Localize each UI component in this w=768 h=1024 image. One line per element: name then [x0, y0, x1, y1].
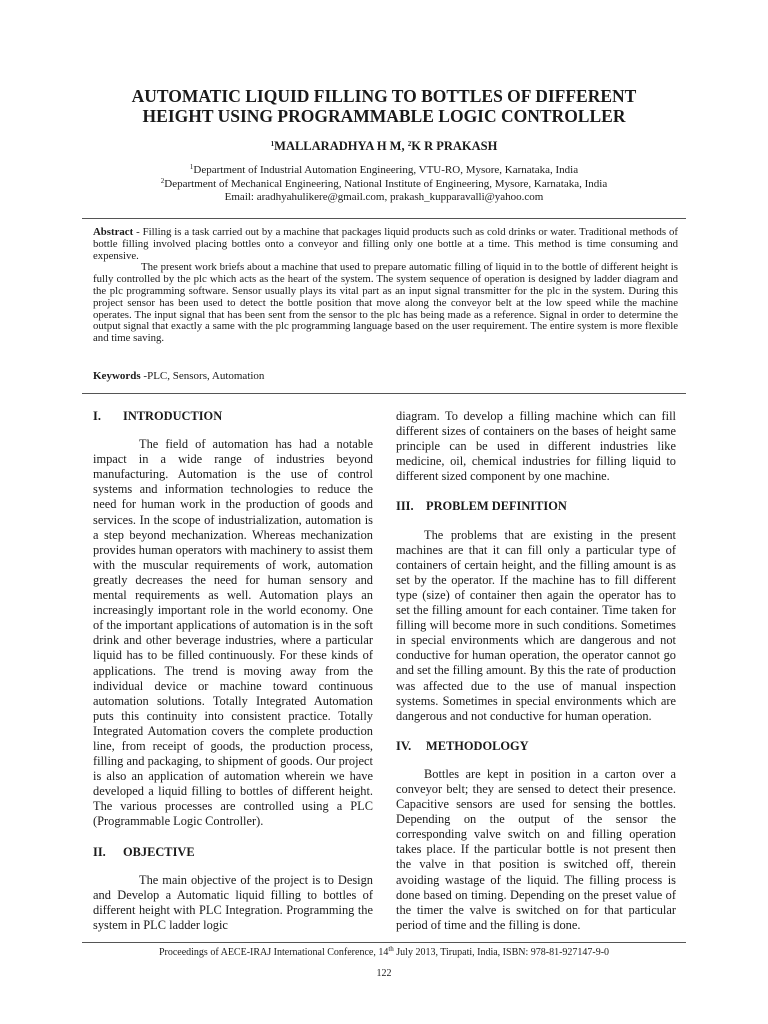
section-title: METHODOLOGY	[426, 738, 529, 753]
affiliation-2	[70, 178, 698, 192]
author-list	[70, 139, 698, 154]
abstract-label: Abstract	[93, 226, 134, 238]
footer-superscript: th	[388, 945, 394, 953]
section-number: III.	[396, 499, 414, 514]
abstract	[93, 227, 678, 345]
author-2: K R PRAKASH	[411, 139, 498, 153]
footer-text-start: Proceedings of AECE-IRAJ International Conference, 14	[158, 947, 389, 958]
title-line-2: HEIGHT USING PROGRAMMABLE LOGIC CONTROLLER	[142, 106, 626, 126]
section-heading-objective	[93, 845, 373, 860]
affiliation-2-text: Department of Mechanical Engineering, National Institute of Engineering, Mysore, Karnataka, India	[164, 177, 608, 190]
affiliation-2-superscript: 2	[160, 176, 165, 185]
footer-divider	[82, 942, 686, 943]
affiliation-1	[70, 164, 698, 178]
objective-body: The main objective of the project is to Design and Develop a Automatic liquid filling to bottles of different height with PLC Integration. Programming the system in PLC ladder logic	[93, 872, 373, 932]
footer-text-end: July 2013, Tirupati, India, ISBN: 978-81-927147-9-0	[393, 947, 610, 958]
abstract-paragraph-1	[93, 227, 678, 262]
right-column	[396, 409, 676, 933]
affiliation-1-text: Department of Industrial Automation Engineering, VTU-RO, Mysore, Karnataka, India	[193, 164, 579, 176]
objective-body-continued: diagram. To develop a filling machine which can fill different sizes of containers on the bases of height same principle can be used in different industries like medicine, oil, chemical industries for filling liquid to different sized component by one machine.	[396, 409, 676, 484]
section-number: I.	[93, 409, 101, 423]
abstract-text-1: - Filling is a task carried out by a machine that packages liquid products such as cold drinks or water. Traditional methods of bottle filling involved placing bottles onto a conveyor and filling only one bottle at a time. This method is time consuming and expensive.	[93, 226, 678, 262]
section-title: PROBLEM DEFINITION	[426, 499, 567, 514]
section-title: OBJECTIVE	[123, 844, 195, 859]
introduction-body: The field of automation has had a notable impact in a wide range of industries beyond manufacturing. Automation is the use of control systems and information technologies to reduce the need for human work in the production of goods and services. In the scope of industrialization, automation is a step beyond mechanization. Whereas mechanization provides human operators with machinery to assist them with the muscular requirements of work, automation greatly decreases the need for human sensory and mental requirements as well. Automation plays an increasingly important role in the world economy. One of the important applications of automation is in the soft drink and other beverage industries, where a particular liquid has to be filled continuously. For these kinds of applications. The trend is moving away from the individual device or machine toward continuous automation solutions. Totally Integrated Automation puts this continuity into consistent practice. Totally Integrated Automation covers the complete production line, from receipt of goods, the production process, filling and packaging, to shipment of goods. Our project is also an application of automation wherein we have developed a liquid filling to bottles of different height. The various processes are controlled using a PLC (Programmable Logic Controller).	[93, 437, 373, 829]
section-heading-methodology	[396, 739, 676, 754]
section-number: II.	[93, 844, 106, 859]
author1-superscript: 1	[270, 140, 275, 148]
affiliation-1-superscript: 1	[189, 163, 194, 171]
abstract-divider	[82, 393, 686, 394]
abstract-paragraph-2: The present work briefs about a machine that used to prepare automatic filling of liquid in to the bottle of different height is fully controlled by the plc which acts as the heart of the system. The system sequence of operation is designed by ladder diagram and the plc programming software. Sensor usually plays its vital part as an input signal transmitter for the plc in the system. During this project sensor has been used to detect the bottle position that move along the conveyor belt at the low speed while the machine operates. The input signal that has been sent from the sensor to the plc has being made as a reference. Signal in order to determine the output signal that exactly a same with the plc programming language based on the user requirement. The entire system is more flexible and time saving.	[93, 261, 678, 345]
keywords-text: -PLC, Sensors, Automation	[140, 370, 265, 382]
left-column	[93, 409, 373, 933]
header-divider	[82, 218, 686, 219]
paper-title	[70, 86, 698, 126]
keywords	[93, 370, 264, 382]
footer-citation	[82, 947, 686, 958]
author2-superscript: 2	[407, 140, 412, 148]
methodology-body: Bottles are kept in position in a carton over a conveyor belt; they are sensed to detect their presence. Capacitive sensors are used for sensing the bottles. Depending on the output of the sensor the corresponding valve switch on and filling operation takes place. If the particular bottle is not present then the valve in that position is switched off, therein avoiding wastage of the liquid. The filling process is done based on timing. Depending on the preset value of the timer the valve is switched on for that particular period of time and the filling is done.	[396, 766, 676, 932]
keywords-label: Keywords	[93, 370, 141, 382]
page-number: 122	[376, 968, 392, 979]
section-number: IV.	[396, 738, 412, 753]
title-line-1: AUTOMATIC LIQUID FILLING TO BOTTLES OF DIFFERENT	[131, 86, 637, 106]
affiliations	[70, 164, 698, 205]
section-heading-introduction	[93, 409, 373, 424]
author-1: MALLARADHYA H M,	[274, 139, 408, 153]
email-line: Email: aradhyahulikere@gmail.com, prakash_kupparavalli@yahoo.com	[224, 191, 544, 203]
problem-definition-body: The problems that are existing in the present machines are that it can fill only a particular type of containers of certain height, and the filling amount is as set by the operator. If the machine has to fill different type (size) of container then again the operator has to set the filling amount for each container. Time taken for filling will become more in such conditions. Sometimes in special environments which are dangerous and not conductive for human operation, the operator cannot go and set the filling amount. By this the rate of production was affected due to the use of manual inspection systems. Sometimes in special environments which are dangerous and not conductive for human operation.	[396, 527, 676, 723]
section-title: INTRODUCTION	[123, 409, 223, 423]
section-heading-problem-definition	[396, 499, 676, 514]
